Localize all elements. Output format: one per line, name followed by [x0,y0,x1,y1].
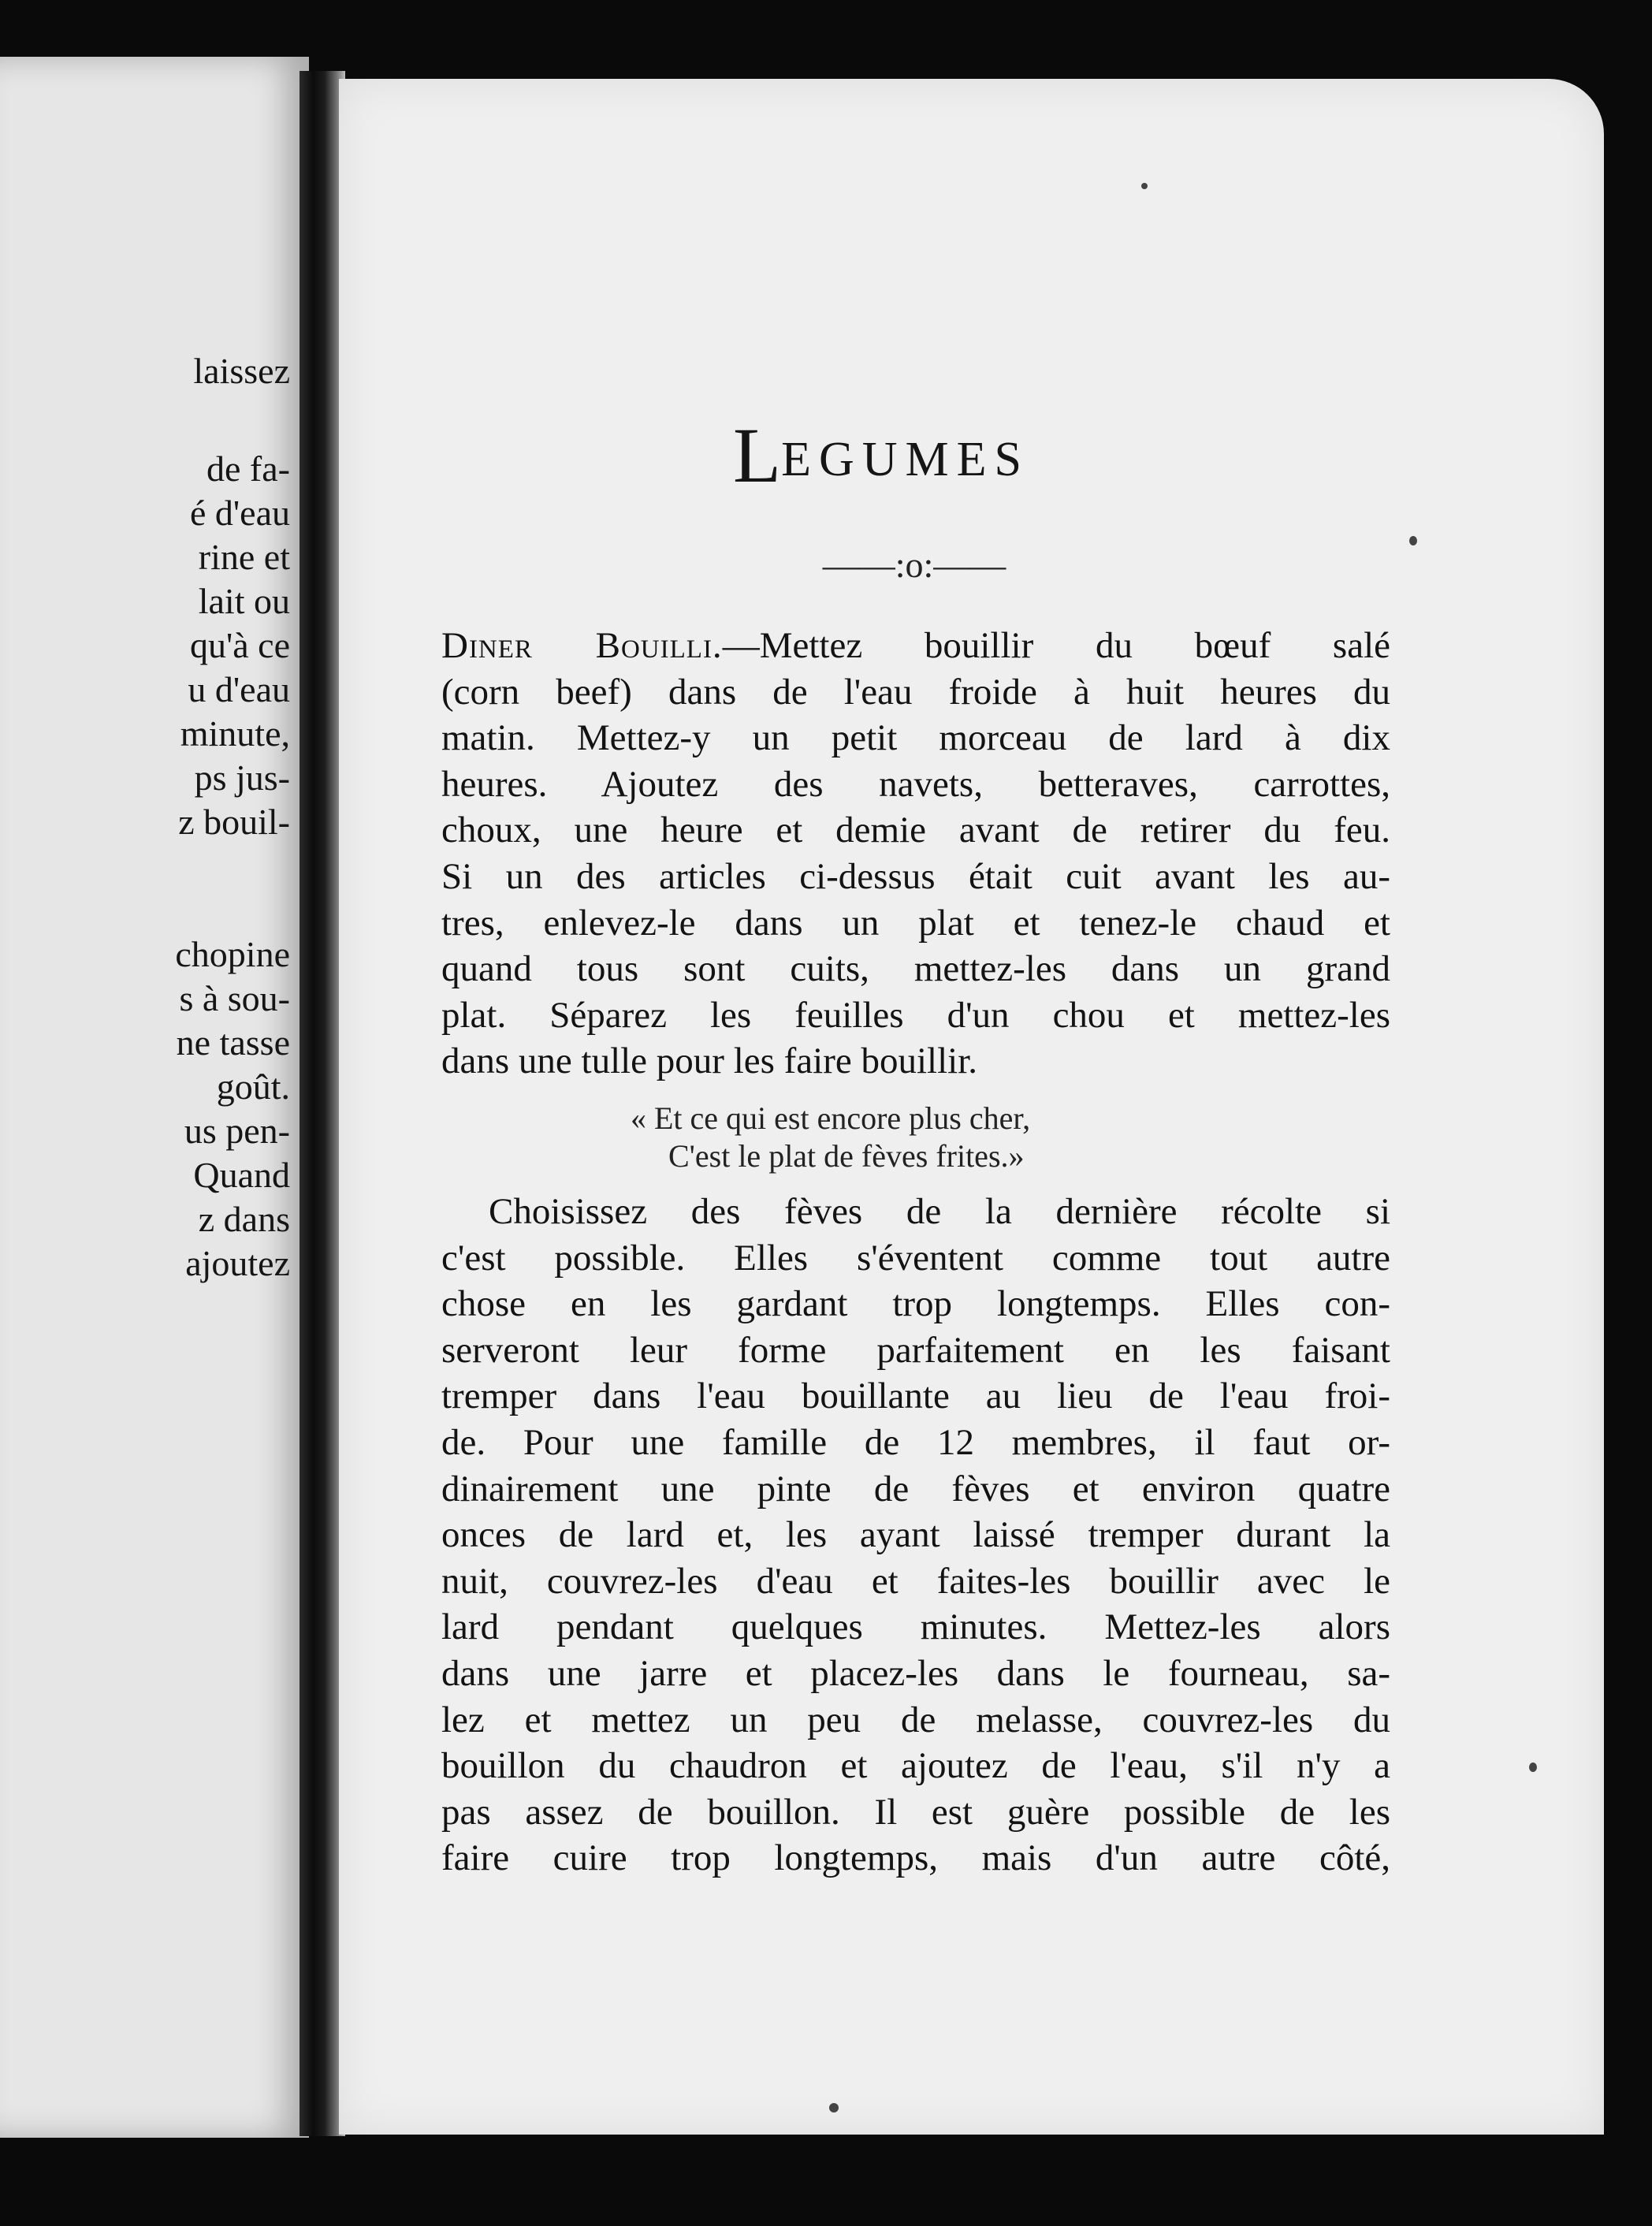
text-line: onces de lard et, les ayant laissé tremper durant la [441,1514,1390,1556]
left-line: goût. [216,1066,290,1107]
paragraph-diner-bouilli [441,623,1390,1085]
left-line: laissez [193,351,290,391]
text-line: pas assez de bouillon. Il est guère possible de les [441,1791,1390,1833]
left-line: de fa- [206,449,290,489]
left-line: ps jus- [194,758,290,798]
left-line: minute, [180,713,290,754]
text-line: serveront leur forme parfaitement en les faisant [441,1329,1390,1371]
left-line: ajoutez [185,1243,290,1283]
left-line: chopine [175,934,290,974]
quote-line: C'est le plat de fèves frites.» [668,1138,1025,1174]
text-line: quand tous sont cuits, mettez-les dans un grand [441,948,1390,990]
scan-speck [829,2103,839,2112]
text-line: Si un des articles ci-dessus était cuit avant les au- [441,855,1390,897]
text-line: lard pendant quelques minutes. Mettez-les alors [441,1606,1390,1648]
paragraph-feves [441,1189,1390,1882]
left-line: z bouil- [178,802,290,842]
text-line: c'est possible. Elles s'éventent comme tout autre [441,1237,1390,1279]
left-page-fragment [0,57,309,2138]
recipe-heading: Diner Bouilli. [441,625,723,666]
text-line: heures. Ajoutez des navets, betteraves, carrottes, [441,763,1390,805]
text-fragment: —Mettez bouillir du bœuf salé [722,625,1390,666]
text-line: chose en les gardant trop longtemps. Elles con- [441,1283,1390,1325]
left-line: rine et [198,537,290,577]
text-line: (corn beef) dans de l'eau froide à huit heures du [441,671,1390,713]
left-line: é d'eau [189,493,290,533]
text-line: dans une jarre et placez-les dans le fourneau, sa- [441,1652,1390,1694]
text-line: bouillon du chaudron et ajoutez de l'eau, s'il n'y a [441,1745,1390,1787]
left-line: us pen- [184,1111,290,1151]
scan-speck [1529,1763,1537,1772]
text-line: plat. Séparez les feuilles d'un chou et mettez-les [441,994,1390,1036]
title-rest: EGUMES [781,433,1029,486]
text-line: de. Pour une famille de 12 membres, il faut or- [441,1421,1390,1463]
page-title [733,410,1029,501]
text-line: nuit, couvrez-les d'eau et faites-les bouillir avec le [441,1560,1390,1602]
text-line: Choisissez des fèves de la dernière récolte si [489,1191,1390,1232]
text-line: dinairement une pinte de fèves et environ quatre [441,1468,1390,1509]
text-line: dans une tulle pour les faire bouillir. [441,1040,978,1082]
left-line: z dans [198,1199,290,1239]
text-line: matin. Mettez-y un petit morceau de lard à dix [441,717,1390,759]
section-separator: ——:o:—— [822,545,1006,585]
left-line: ne tasse [176,1022,290,1063]
left-line: lait ou [198,581,290,621]
left-line: u d'eau [188,669,290,709]
text-line: tremper dans l'eau bouillante au lieu de l'eau froi- [441,1375,1390,1417]
left-line: qu'à ce [189,625,290,665]
text-line: choux, une heure et demie avant de retirer du feu. [441,810,1390,851]
text-line: tres, enlevez-le dans un plat et tenez-le chaud et [441,902,1390,944]
left-line: s à sou- [179,978,290,1018]
title-initial: L [733,411,782,499]
scan-speck [1141,183,1148,189]
text-line: faire cuire trop longtemps, mais d'un autre côté, [441,1837,1390,1879]
left-line: Quand [193,1155,290,1195]
scan-speck [1409,536,1417,545]
verse-quote [631,1100,1230,1175]
text-line [441,623,1390,669]
text-line: lez et mettez un peu de melasse, couvrez-les du [441,1699,1390,1740]
quote-line: « Et ce qui est encore plus cher, [631,1100,1031,1136]
